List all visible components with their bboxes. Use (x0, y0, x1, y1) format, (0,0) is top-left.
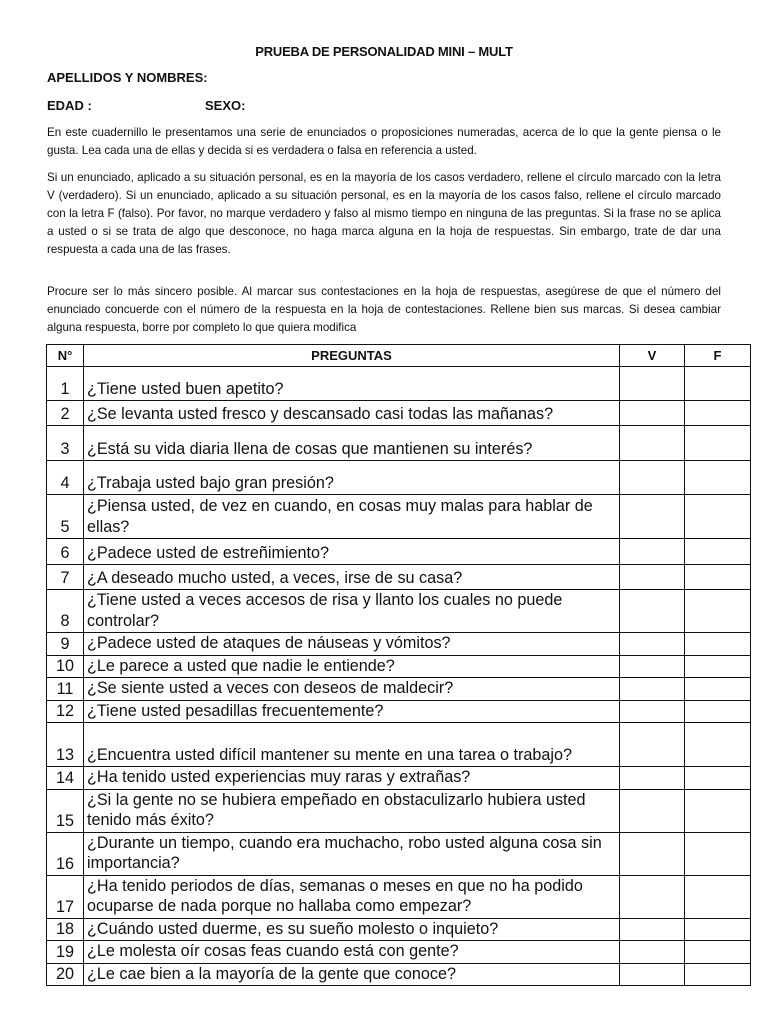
sex-label: SEXO: (205, 98, 246, 113)
answer-false-cell[interactable] (685, 426, 751, 461)
instructions-paragraph-1: En este cuadernillo le presentamos una serie de enunciados o proposiciones numeradas, acerca de lo que la gente piensa o le gusta. Lea cada una de ellas y decida si es verdadera o falsa en referencia a usted. (47, 126, 721, 157)
header-questions: PREGUNTAS (84, 345, 620, 367)
question-number: 8 (47, 590, 84, 633)
answer-true-cell[interactable] (620, 590, 685, 633)
question-number: 12 (47, 700, 84, 723)
question-number: 19 (47, 941, 84, 964)
question-text: ¿Ha tenido periodos de días, semanas o meses en que no ha podido ocuparse de nada porque no hallaba como empezar? (84, 875, 620, 918)
answer-false-cell[interactable] (685, 941, 751, 964)
question-text: ¿Se siente usted a veces con deseos de maldecir? (84, 678, 620, 701)
answer-true-cell[interactable] (620, 700, 685, 723)
answer-false-cell[interactable] (685, 789, 751, 832)
answer-true-cell[interactable] (620, 401, 685, 426)
answer-true-cell[interactable] (620, 723, 685, 767)
table-row (47, 678, 751, 701)
answer-false-cell[interactable] (685, 767, 751, 790)
question-number: 11 (47, 678, 84, 701)
header-true: V (620, 345, 685, 367)
answer-false-cell[interactable] (685, 539, 751, 565)
table-row (47, 655, 751, 678)
answer-false-cell[interactable] (685, 495, 751, 539)
question-text: ¿Tiene usted pesadillas frecuentemente? (84, 700, 620, 723)
question-text: ¿Si la gente no se hubiera empeñado en obstaculizarlo hubiera usted tenido más éxito? (84, 789, 620, 832)
header-number: N° (47, 345, 84, 367)
table-row (47, 832, 751, 875)
question-text: ¿Está su vida diaria llena de cosas que mantienen su interés? (84, 426, 620, 461)
table-row (47, 941, 751, 964)
table-header-row (47, 345, 751, 367)
question-number: 20 (47, 963, 84, 986)
question-number: 16 (47, 832, 84, 875)
table-row (47, 875, 751, 918)
question-number: 2 (47, 401, 84, 426)
question-number: 13 (47, 723, 84, 767)
table-row (47, 565, 751, 590)
table-row (47, 767, 751, 790)
question-text: ¿Se levanta usted fresco y descansado casi todas las mañanas? (84, 401, 620, 426)
answer-false-cell[interactable] (685, 401, 751, 426)
age-label: EDAD : (47, 98, 92, 113)
answer-false-cell[interactable] (685, 723, 751, 767)
question-text: ¿Encuentra usted difícil mantener su mente en una tarea o trabajo? (84, 723, 620, 767)
answer-false-cell[interactable] (685, 875, 751, 918)
answer-false-cell[interactable] (685, 963, 751, 986)
question-text: ¿Durante un tiempo, cuando era muchacho, robo usted alguna cosa sin importancia? (84, 832, 620, 875)
page-title: PRUEBA DE PERSONALIDAD MINI – MULT (255, 44, 513, 59)
instructions-paragraph-3: Procure ser lo más sincero posible. Al marcar sus contestaciones en la hoja de respuestas, asegúrese de que el número del enunciado concuerde con el número de la respuesta en la hoja de contestaciones. Rellene bien sus marcas. Si desea cambiar alguna respuesta, borre por completo lo que quiera modifica (47, 285, 721, 334)
question-number: 3 (47, 426, 84, 461)
answer-true-cell[interactable] (620, 832, 685, 875)
answer-true-cell[interactable] (620, 963, 685, 986)
answer-true-cell[interactable] (620, 426, 685, 461)
table-row (47, 401, 751, 426)
header-false: F (685, 345, 751, 367)
answer-true-cell[interactable] (620, 678, 685, 701)
question-text: ¿Le molesta oír cosas feas cuando está con gente? (84, 941, 620, 964)
answer-false-cell[interactable] (685, 700, 751, 723)
table-row (47, 633, 751, 656)
question-number: 15 (47, 789, 84, 832)
question-text: ¿Padece usted de estreñimiento? (84, 539, 620, 565)
table-row (47, 590, 751, 633)
question-text: ¿Piensa usted, de vez en cuando, en cosas muy malas para hablar de ellas? (84, 495, 620, 539)
answer-true-cell[interactable] (620, 789, 685, 832)
names-label: APELLIDOS Y NOMBRES: (47, 70, 208, 85)
question-text: ¿Ha tenido usted experiencias muy raras y extrañas? (84, 767, 620, 790)
table-row (47, 789, 751, 832)
question-text: ¿Tiene usted buen apetito? (84, 367, 620, 401)
question-text: ¿Tiene usted a veces accesos de risa y llanto los cuales no puede controlar? (84, 590, 620, 633)
answer-true-cell[interactable] (620, 367, 685, 401)
answer-false-cell[interactable] (685, 565, 751, 590)
question-number: 14 (47, 767, 84, 790)
table-row (47, 963, 751, 986)
table-row (47, 918, 751, 941)
answer-false-cell[interactable] (685, 633, 751, 656)
answer-true-cell[interactable] (620, 918, 685, 941)
question-number: 7 (47, 565, 84, 590)
question-text: ¿Trabaja usted bajo gran presión? (84, 461, 620, 495)
instructions-paragraph-2: Si un enunciado, aplicado a su situación personal, es en la mayoría de los casos verdadero, rellene el círculo marcado con la letra V (verdadero). Si un enunciado, aplicado a su situación personal, es en la mayoría de los casos falso, rellene el círculo marcado con la letra F (falso). Por favor, no marque verdadero y falso al mismo tiempo en ninguna de las preguntas. Si la frase no se aplica a usted o si se trata de algo que desconoce, no haga marca alguna en la hoja de respuestas. Sin embargo, trate de dar una respuesta a cada una de las frases. (47, 171, 721, 256)
question-number: 18 (47, 918, 84, 941)
question-number: 17 (47, 875, 84, 918)
answer-true-cell[interactable] (620, 565, 685, 590)
question-text: ¿Le parece a usted que nadie le entiende? (84, 655, 620, 678)
table-row (47, 495, 751, 539)
table-row (47, 367, 751, 401)
question-number: 4 (47, 461, 84, 495)
answer-false-cell[interactable] (685, 832, 751, 875)
answer-true-cell[interactable] (620, 495, 685, 539)
table-row (47, 723, 751, 767)
question-number: 6 (47, 539, 84, 565)
answer-true-cell[interactable] (620, 539, 685, 565)
question-text: ¿Cuándo usted duerme, es su sueño molesto o inquieto? (84, 918, 620, 941)
table-row (47, 426, 751, 461)
question-text: ¿Padece usted de ataques de náuseas y vómitos? (84, 633, 620, 656)
table-row (47, 461, 751, 495)
answer-false-cell[interactable] (685, 461, 751, 495)
answer-true-cell[interactable] (620, 633, 685, 656)
answer-false-cell[interactable] (685, 367, 751, 401)
answer-false-cell[interactable] (685, 918, 751, 941)
answer-true-cell[interactable] (620, 875, 685, 918)
question-text: ¿A deseado mucho usted, a veces, irse de su casa? (84, 565, 620, 590)
question-number: 5 (47, 495, 84, 539)
question-number: 9 (47, 633, 84, 656)
table-row (47, 539, 751, 565)
question-text: ¿Le cae bien a la mayoría de la gente que conoce? (84, 963, 620, 986)
questions-table (46, 344, 751, 986)
answer-false-cell[interactable] (685, 678, 751, 701)
answer-true-cell[interactable] (620, 767, 685, 790)
answer-true-cell[interactable] (620, 941, 685, 964)
answer-true-cell[interactable] (620, 461, 685, 495)
question-number: 1 (47, 367, 84, 401)
answer-true-cell[interactable] (620, 655, 685, 678)
answer-false-cell[interactable] (685, 655, 751, 678)
answer-false-cell[interactable] (685, 590, 751, 633)
question-number: 10 (47, 655, 84, 678)
table-row (47, 700, 751, 723)
